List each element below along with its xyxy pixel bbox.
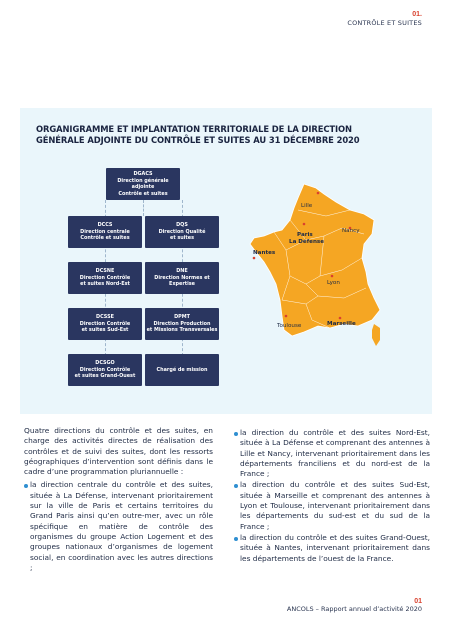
footer-page-number: 01 <box>414 598 422 605</box>
bullet-dcsgo: la direction du contrôle et des suites Grand-Ouest, située à Nantes, intervenant prioritairement dans les départements de l’ouest de la France. <box>234 533 430 564</box>
org-box-dgacs: DGACS Direction générale adjointe Contrôle et suites <box>106 168 180 200</box>
section-number: 01. <box>412 11 422 18</box>
city-label-marseille: Marseille <box>327 321 356 327</box>
city-label-ladefense: La Défense <box>289 239 325 245</box>
panel-title <box>36 124 416 146</box>
intro-paragraph: Quatre directions du contrôle et des suites, en charge des activités directes de réalisation des contrôles et de suivi des suites, dont les ressorts géographiques d’intervention sont définis dans le cadre d’une programmation pluriannuelle : <box>24 426 213 477</box>
body-right-column <box>234 428 430 564</box>
org-box-dcsgo: DCSGO Direction Contrôle et suites Grand-Ouest <box>68 354 142 386</box>
body-left-column <box>24 426 213 573</box>
lille-marker <box>317 192 320 195</box>
bullet-dcsne: la direction du contrôle et des suites Nord-Est, située à La Défense et comprenant des antennes à Lille et Nancy, intervenant prioritairement dans les départements franciliens et du nord-est de la France ; <box>234 428 430 479</box>
france-mainland-shape <box>250 184 380 336</box>
toulouse-marker <box>285 315 288 318</box>
page-footer <box>287 598 422 613</box>
page-header <box>347 10 422 27</box>
paris-marker <box>303 223 306 226</box>
city-label-lyon: Lyon <box>327 280 340 286</box>
bullet-dcsse: la direction du contrôle et des suites Sud-Est, située à Marseille et comprenant des antennes à Lyon et Toulouse, intervenant prioritairement dans les départements du sud-est et du sud de la France ; <box>234 480 430 531</box>
org-box-dcsne: DCSNE Direction Contrôle et suites Nord-Est <box>68 262 142 294</box>
org-box-dcsse: DCSSE Direction Contrôle et suites Sud-Est <box>68 308 142 340</box>
org-box-charge-mission: Chargé de mission <box>145 354 219 386</box>
nantes-marker <box>253 257 256 260</box>
marseille-marker <box>339 317 342 320</box>
footer-text: ANCOLS – Rapport annuel d’activité 2020 <box>286 605 422 613</box>
city-label-lille: Lille <box>301 203 313 209</box>
lyon-marker <box>331 275 334 278</box>
city-label-nantes: Nantes <box>253 250 276 256</box>
city-label-nancy: Nancy <box>342 228 360 234</box>
org-box-dpmt: DPMT Direction Production et Missions Transversales <box>145 308 219 340</box>
france-map <box>246 180 386 350</box>
panel-title-line1: ORGANIGRAMME ET IMPLANTATION TERRITORIALE DE LA DIRECTION <box>36 124 352 134</box>
org-box-dne: DNE Direction Normes et Expertise <box>145 262 219 294</box>
section-title: CONTRÔLE ET SUITES <box>347 19 422 27</box>
org-box-dqs: DQS Direction Qualité et suites <box>145 216 219 248</box>
corsica-shape <box>372 324 380 346</box>
org-box-dccs: DCCS Direction centrale Contrôle et suites <box>68 216 142 248</box>
panel-title-line2: GÉNÉRALE ADJOINTE DU CONTRÔLE ET SUITES AU 31 DÉCEMBRE 2020 <box>36 135 360 145</box>
bullet-dccs: la direction centrale du contrôle et des suites, située à La Défense, intervenant prioritairement sur la ville de Paris et certains territoires du Grand Paris ainsi qu’en outre-mer, avec un rôle spécifique en matière de contrôle des organismes du groupe Action Logement et des groupes nationaux d’organismes de logement social, en coordination avec les autres directions ; <box>24 480 213 573</box>
city-label-toulouse: Toulouse <box>277 323 302 329</box>
connector-top <box>143 200 144 216</box>
city-label-paris: Paris <box>297 232 313 238</box>
